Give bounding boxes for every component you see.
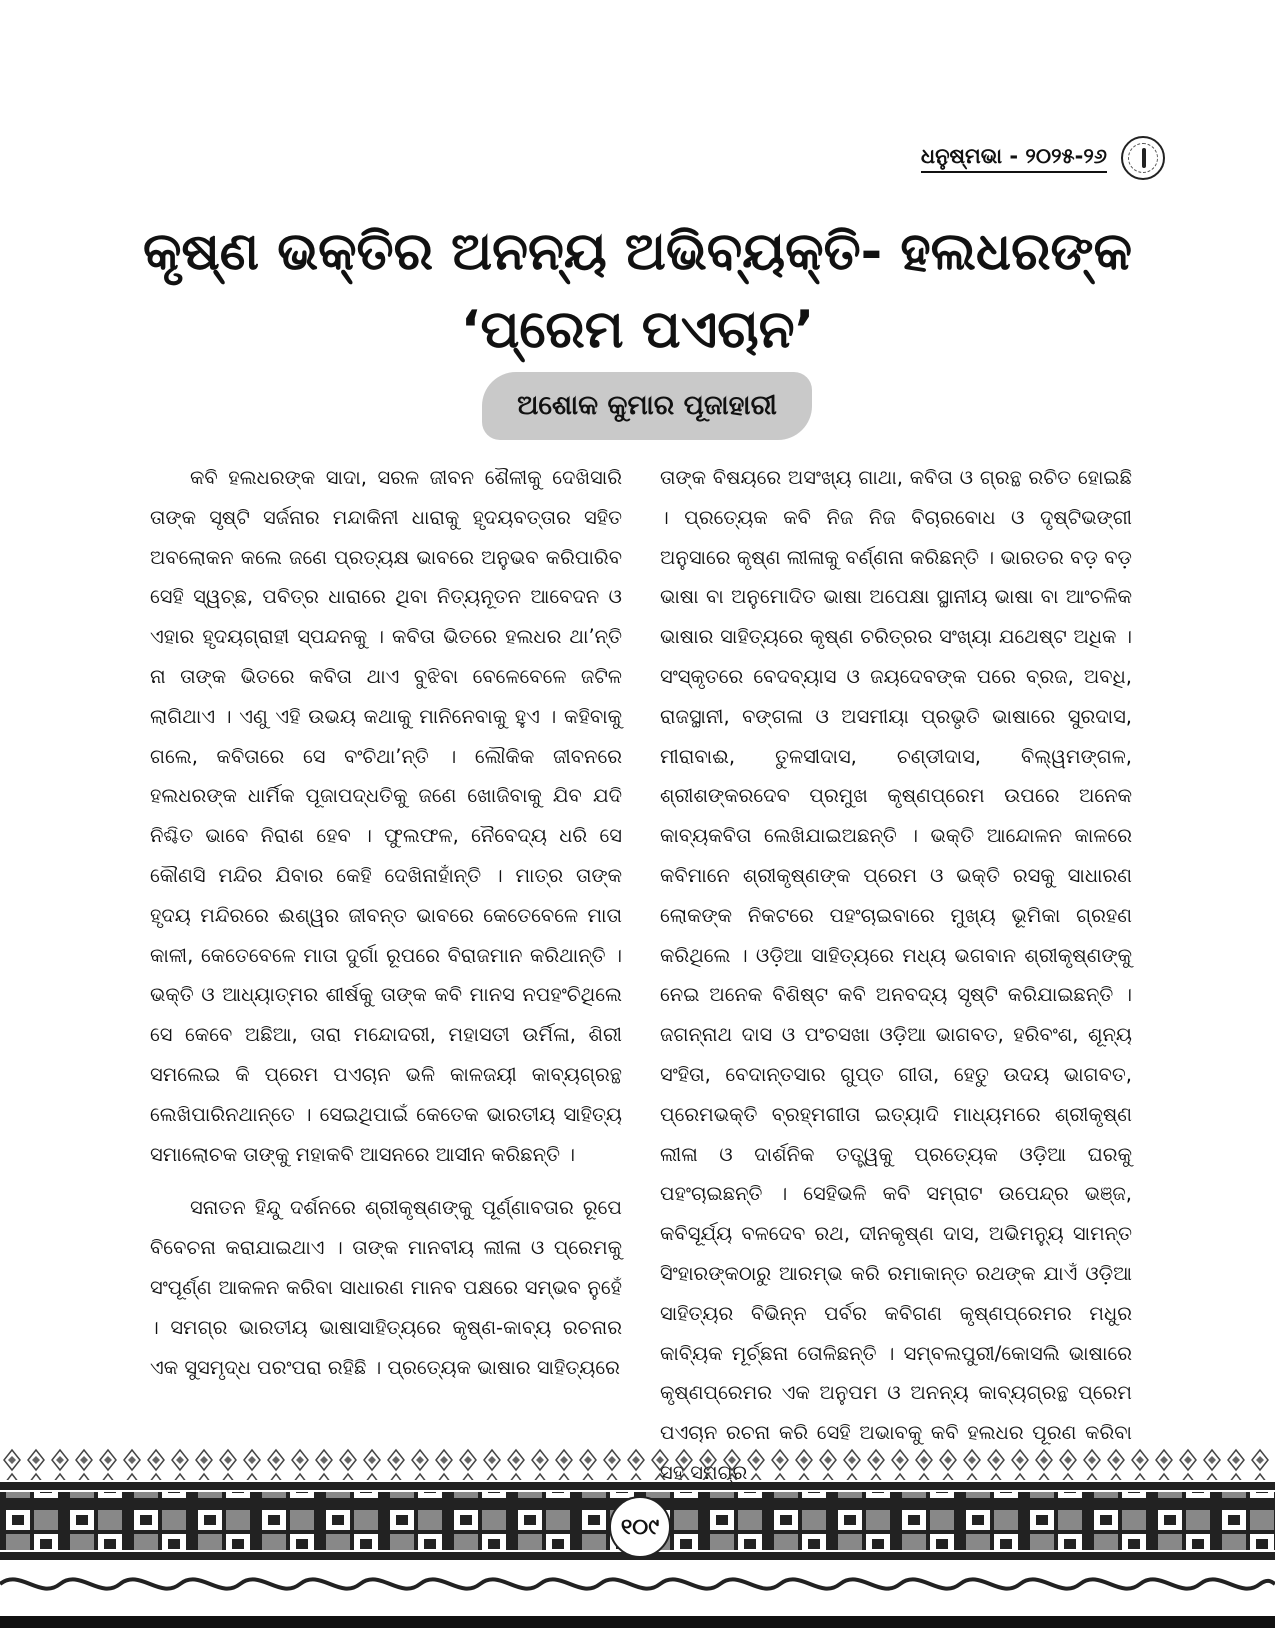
author-banner: [482, 372, 812, 440]
article-title-line-1: କୃଷ୍ଣ ଭକ୍ତିର ଅନନ୍ୟ ଅଭିବ୍ୟକ୍ତି- ହଲଧରଙ୍କ: [142, 222, 1133, 282]
seal-icon: [1121, 136, 1165, 180]
left-column: [150, 458, 622, 1387]
right-column: [660, 458, 1132, 1493]
paragraph: ତାଙ୍କ ବିଷୟରେ ଅସଂଖ୍ୟ ଗାଥା, କବିତା ଓ ଗ୍ରନ୍ଥ ରଚିତ ହୋଇଛି । ପ୍ରତ୍ୟେକ କବି ନିଜ ନିଜ ବିଚାରବୋଧ ଓ ଦୃଷ୍ଟିଭଙ୍ଗୀ ଅନୁସାରେ କୃଷ୍ଣ ଲୀଳାକୁ ବର୍ଣ୍ଣନା କରିଛନ୍ତି । ଭାରତର ବଡ଼ ବଡ଼ ଭାଷା ବା ଅନୁମୋଦିତ ଭାଷା ଅପେକ୍ଷା ସ୍ଥାନୀୟ ଭାଷା ବା ଆଂଚଳିକ ଭାଷାର ସାହିତ୍ୟରେ କୃଷ୍ଣ ଚରିତ୍ରର ସଂଖ୍ୟା ଯଥେଷ୍ଟ ଅଧିକ । ସଂସ୍କୃତରେ ବେଦବ୍ୟାସ ଓ ଜୟଦେବଙ୍କ ପରେ ବ୍ରଜ, ଅବଧି, ରାଜସ୍ଥାନୀ, ବଙ୍ଗଳା ଓ ଅସମୀୟା ପ୍ରଭୃତି ଭାଷାରେ ସୁରଦାସ, ମୀରାବାଈ, ତୁଳସୀଦାସ, ଚଣ୍ଡୀଦାସ, ବିଲ୍ୱମଙ୍ଗଳ, ଶ୍ରୀଶଙ୍କରଦେବ ପ୍ରମୁଖ କୃଷ୍ଣପ୍ରେମ ଉପରେ ଅନେକ କାବ୍ୟକବିତା ଲେଖିଯାଇଅଛନ୍ତି । ଭକ୍ତି ଆନ୍ଦୋଳନ କାଳରେ କବିମାନେ ଶ୍ରୀକୃଷ୍ଣଙ୍କ ପ୍ରେମ ଓ ଭକ୍ତି ରସକୁ ସାଧାରଣ ଲୋକଙ୍କ ନିକଟରେ ପହଂଚାଇବାରେ ମୁଖ୍ୟ ଭୂମିକା ଗ୍ରହଣ କରିଥିଲେ । ଓଡ଼ିଆ ସାହିତ୍ୟରେ ମଧ୍ୟ ଭଗବାନ ଶ୍ରୀକୃଷ୍ଣଙ୍କୁ ନେଇ ଅନେକ ବିଶିଷ୍ଟ କବି ଅନବଦ୍ୟ ସୃଷ୍ଟି କରିଯାଇଛନ୍ତି । ଜଗନ୍ନାଥ ଦାସ ଓ ପଂଚସଖା ଓଡ଼ିଆ ଭାଗବତ, ହରିବଂଶ, ଶୂନ୍ୟ ସଂହିତା, ବେଦାନ୍ତସାର ଗୁପ୍ତ ଗୀତା, ହେତୁ ଉଦୟ ଭାଗବତ, ପ୍ରେମଭକ୍ତି ବ୍ରହ୍ମଗୀତା ଇତ୍ୟାଦି ମାଧ୍ୟମରେ ଶ୍ରୀକୃଷ୍ଣ ଲୀଳା ଓ ଦାର୍ଶନିକ ତତ୍ତ୍ୱକୁ ପ୍ରତ୍ୟେକ ଓଡ଼ିଆ ଘରକୁ ପହଂଚାଇଛନ୍ତି । ସେହିଭଳି କବି ସମ୍ରାଟ ଉପେନ୍ଦ୍ର ଭଞ୍ଜ, କବିସୂର୍ଯ୍ୟ ବଳଦେବ ରଥ, ଦୀନକୃଷ୍ଣ ଦାସ, ଅଭିମନ୍ୟୁ ସାମନ୍ତ ସିଂହାରଙ୍କଠାରୁ ଆରମ୍ଭ କରି ରମାକାନ୍ତ ରଥଙ୍କ ଯାଏଁ ଓଡ଼ିଆ ସାହିତ୍ୟର ବିଭିନ୍ନ ପର୍ବର କବିଗଣ କୃଷ୍ଣପ୍ରେମର ମଧୁର କାବ୍ୟିକ ମୂର୍ଚ୍ଛନା ତୋଳିଛନ୍ତି । ସମ୍ବଲପୁରୀ/କୋସଲି ଭାଷାରେ କୃଷ୍ଣପ୍ରେମର ଏକ ଅନୁପମ ଓ ଅନନ୍ୟ କାବ୍ୟଗ୍ରନ୍ଥ ପ୍ରେମ ପଏଚାନ ରଚନା କରି ସେହି ଅଭାବକୁ କବି ହଲଧର ପୂରଣ କରିବା: [660, 466, 1132, 1445]
article-title-line-2: ‘ପ୍ରେମ ପଏଚାନ’: [460, 300, 815, 360]
paragraph: କବି ହଲଧରଙ୍କ ସାଦା, ସରଳ ଜୀବନ ଶୈଳୀକୁ ଦେଖିସାରି ତାଙ୍କ ସୃଷ୍ଟି ସର୍ଜନାର ମନ୍ଦାକିନୀ ଧାରାକୁ ହୃଦୟବତ୍ତାର ସହିତ ଅବଲୋକନ କଲେ ଜଣେ ପ୍ରତ୍ୟକ୍ଷ ଭାବରେ ଅନୁଭବ କରିପାରିବ ସେହି ସ୍ୱଚ୍ଛ, ପବିତ୍ର ଧାରାରେ ଥିବା ନିତ୍ୟନୂତନ ଆବେଦନ ଓ ଏହାର ହୃଦୟଗ୍ରାହୀ ସ୍ପନ୍ଦନକୁ । କବିତା ଭିତରେ ହଲଧର ଥା’ନ୍ତି ନା ତାଙ୍କ ଭିତରେ କବିତା ଥାଏ ବୁଝିବା ବେଳେବେଳେ ଜଟିଳ ଲାଗିଥାଏ । ଏଣୁ ଏହି ଉଭୟ କଥାକୁ ମାନିନେବାକୁ ହୁଏ । କହିବାକୁ ଗଲେ, କବିତାରେ ସେ ବଂଚିଥା’ନ୍ତି । ଲୌକିକ ଜୀବନରେ ହଲଧରଙ୍କ ଧାର୍ମିକ ପୂଜାପଦ୍ଧତିକୁ ଜଣେ ଖୋଜିବାକୁ ଯିବ ଯଦି ନିଶ୍ଚିତ ଭାବେ ନିରାଶ ହେବ । ଫୁଲଫଳ, ନୈବେଦ୍ୟ ଧରି ସେ କୌଣସି ମନ୍ଦିର ଯିବାର କେହି ଦେଖିନାହାଁନ୍ତି । ମାତ୍ର ତାଙ୍କ ହୃଦୟ ମନ୍ଦିରରେ ଈଶ୍ୱର ଜୀବନ୍ତ ଭାବରେ କେତେବେଳେ ମାତା କାଳୀ, କେତେବେଳେ ମାତା ଦୁର୍ଗା ରୂପରେ ବିରାଜମାନ କରିଥାନ୍ତି । ଭକ୍ତି ଓ ଆଧ୍ୟାତ୍ମର ଶୀର୍ଷକୁ ତାଙ୍କ କବି ମାନସ ନପହଂଚିଥିଲେ ସେ କେବେ ଅଛିଆ, ତାରା ମନ୍ଦୋଦରୀ, ମହାସତୀ ଉର୍ମିଳା, ଶିରୀ ସମଲେଇ କି ପ୍ରେମ ପଏଚାନ ଭଳି କାଳଜୟୀ କାବ୍ୟଗ୍ରନ୍ଥ ଲେଖିପାରିନଥାନ୍ତେ । ସେଇଥିପାଇଁ କେତେକ ଭାରତୀୟ ସାହିତ୍ୟ ସମାଲୋଚକ ତାଙ୍କୁ ମହାକବି ଆସନରେ ଆସୀନ କରିଛନ୍ତି ।: [150, 466, 622, 1166]
journal-name: ଧନୁଷ୍ମଭା - ୨୦୨୫-୨୬: [921, 144, 1107, 173]
running-header: [921, 136, 1165, 180]
page-number: ୧୦୯: [609, 1496, 671, 1558]
paragraph: ସନାତନ ହିନ୍ଦୁ ଦର୍ଶନରେ ଶ୍ରୀକୃଷ୍ଣଙ୍କୁ ପୂର୍ଣ୍ଣାବତାର ରୂପେ ବିବେଚନା କରାଯାଇଥାଏ । ତାଙ୍କ ମାନବୀୟ ଲୀଳା ଓ ପ୍ରେମକୁ ସଂପୂର୍ଣ୍ଣ ଆକଳନ କରିବା ସାଧାରଣ ମାନବ ପକ୍ଷରେ ସମ୍ଭବ ନୁହେଁ । ସମଗ୍ର ଭାରତୀୟ ଭାଷାସାହିତ୍ୟରେ କୃଷ୍ଣ-କାବ୍ୟ ରଚନାର ଏକ ସୁସମୃଦ୍ଧ ପରଂପରା ରହିଛି । ପ୍ରତ୍ୟେକ ଭାଷାର ସାହିତ୍ୟରେ: [150, 1196, 622, 1379]
author-name: ଅଶୋକ କୁମାର ପୂଜାହାରୀ: [517, 390, 777, 421]
